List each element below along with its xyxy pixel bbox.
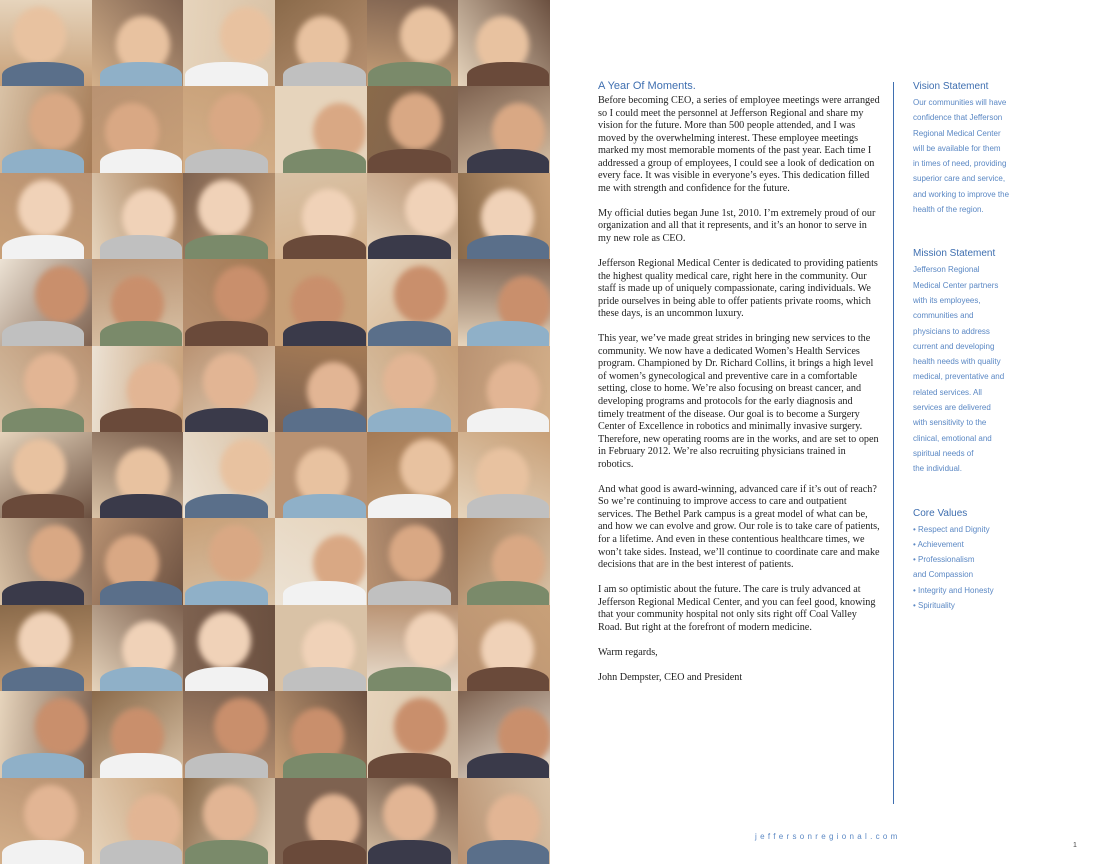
portrait-photo [0,86,92,172]
face-shape [29,525,82,582]
face-shape [13,7,66,64]
vision-heading: Vision Statement [913,81,989,92]
shoulders-shape [283,753,366,777]
face-shape [220,439,273,496]
portrait-photo [458,173,550,259]
shoulders-shape [185,62,267,86]
shoulders-shape [368,667,451,691]
shoulders-shape [368,235,451,259]
face-shape [24,353,77,410]
portrait-photo [92,173,184,259]
portrait-photo [92,691,184,777]
portrait-photo [275,691,367,777]
shoulders-shape [368,840,451,864]
face-shape [209,525,262,582]
ceo-letter [598,80,880,697]
face-shape [35,698,88,755]
shoulders-shape [467,494,549,518]
shoulders-shape [100,235,183,259]
portrait-photo [367,0,459,86]
shoulders-shape [100,667,183,691]
face-shape [400,7,453,64]
face-shape [35,266,88,323]
portrait-photo [275,346,367,432]
portrait-photo [458,518,550,604]
portrait-photo [92,518,184,604]
shoulders-shape [100,753,183,777]
face-shape [24,785,77,842]
core-value-item: • Respect and Dignity [913,524,990,534]
portrait-photo [0,778,92,864]
shoulders-shape [100,581,183,605]
shoulders-shape [100,494,183,518]
shoulders-shape [185,753,267,777]
portrait-photo [458,346,550,432]
letter-paragraph: Jefferson Regional Medical Center is dedicated to providing patients the highest quality medical care, right here in the community. Our staff is made up of uniquely compassionate, caring individuals. We pride ourselves in being able to offer patients private rooms, which these days, is an uncommon luxury. [598,258,878,320]
shoulders-shape [2,149,84,173]
portrait-photo [92,432,184,518]
portrait-photo [275,605,367,691]
portrait-photo [275,518,367,604]
portrait-photo [183,605,275,691]
face-shape [405,612,458,669]
portrait-photo [92,0,184,86]
shoulders-shape [2,667,84,691]
portrait-photo [183,518,275,604]
portrait-photo [183,432,275,518]
portrait-photo [0,691,92,777]
shoulders-shape [283,62,366,86]
shoulders-shape [467,840,549,864]
shoulders-shape [2,235,84,259]
shoulders-shape [368,753,451,777]
portrait-photo [367,691,459,777]
shoulders-shape [2,753,84,777]
shoulders-shape [283,408,366,432]
shoulders-shape [2,62,84,86]
face-shape [198,180,251,237]
face-shape [389,93,442,150]
portrait-photo [0,605,92,691]
shoulders-shape [467,408,549,432]
portrait-photo [0,518,92,604]
face-shape [383,785,436,842]
portrait-photo [92,778,184,864]
shoulders-shape [467,667,549,691]
portrait-photo [183,259,275,345]
shoulders-shape [2,494,84,518]
face-shape [198,612,251,669]
shoulders-shape [283,667,366,691]
face-shape [203,353,256,410]
portrait-photo [367,605,459,691]
letter-closing: Warm regards, [598,646,658,658]
face-shape [13,439,66,496]
face-shape [389,525,442,582]
shoulders-shape [283,321,366,345]
shoulders-shape [100,840,183,864]
core-value-item: • Integrity and Honesty [913,585,994,595]
shoulders-shape [368,149,451,173]
portrait-photo [275,173,367,259]
portrait-photo [92,346,184,432]
core-values-heading: Core Values [913,507,968,519]
core-value-item: • Achievement [913,539,964,549]
portrait-photo [275,259,367,345]
face-shape [209,93,262,150]
letter-paragraph: And what good is award-winning, advanced care if it’s out of reach? So we’re continuing to improve access to care and outpatient services. The Bethel Park campus is a great model of what can be, and how we can evolve and grow. Our role is to take care of patients, for a lifetime. And even in these contentious healthcare times, we won’t take sides. Instead, we’ll continue to coordinate care and make decisions that are in the best interest of patients. [598,483,880,571]
shoulders-shape [185,321,267,345]
portrait-photo [367,259,459,345]
shoulders-shape [368,408,451,432]
portrait-photo [367,173,459,259]
shoulders-shape [185,235,267,259]
footer-url: jeffersonregional.com [755,832,901,841]
face-shape [29,93,82,150]
shoulders-shape [185,408,267,432]
portrait-photo [92,605,184,691]
shoulders-shape [100,149,183,173]
portrait-photo [458,691,550,777]
portrait-photo [183,346,275,432]
face-shape [400,439,453,496]
shoulders-shape [2,321,84,345]
shoulders-shape [368,581,451,605]
core-value-item: • Spirituality [913,601,955,611]
portrait-photo [367,432,459,518]
portrait-photo [458,432,550,518]
face-shape [220,7,273,64]
portrait-photo [0,173,92,259]
shoulders-shape [467,321,549,345]
portrait-photo [367,86,459,172]
shoulders-shape [368,62,451,86]
shoulders-shape [100,62,183,86]
shoulders-shape [467,235,549,259]
letter-paragraph: My official duties began June 1st, 2010. I’m extremely proud of our organization and all that it represents, and it’s an honor to serve in my new role as CEO. [598,207,876,244]
shoulders-shape [185,494,267,518]
portrait-photo [275,432,367,518]
portrait-photo [92,259,184,345]
face-shape [383,353,436,410]
portrait-photo [458,259,550,345]
face-shape [214,698,267,755]
portrait-photo [367,778,459,864]
face-shape [18,180,71,237]
portrait-photo [458,0,550,86]
portrait-photo [183,86,275,172]
portrait-photo [458,605,550,691]
letter-paragraph: I am so optimistic about the future. The care is truly advanced at Jefferson Regional Medical Center, and you can feel good, knowing that your community hospital not only sits right off Coal Valley Road. But right at the forefront of modern medicine. [598,584,876,633]
face-shape [214,266,267,323]
portrait-photo [367,518,459,604]
face-shape [405,180,458,237]
shoulders-shape [467,581,549,605]
portrait-photo [0,259,92,345]
portrait-photo [183,778,275,864]
shoulders-shape [100,408,183,432]
column-divider [893,82,894,804]
portrait-photo [92,86,184,172]
portrait-photo [367,346,459,432]
mission-section [913,247,1031,476]
shoulders-shape [467,149,549,173]
shoulders-shape [368,321,451,345]
portrait-photo [458,778,550,864]
shoulders-shape [283,494,366,518]
shoulders-shape [2,408,84,432]
shoulders-shape [368,494,451,518]
portrait-photo [0,432,92,518]
shoulders-shape [283,840,366,864]
portrait-photo [183,173,275,259]
face-shape [394,266,447,323]
face-shape [18,612,71,669]
vision-body: Our communities will have confidence that Jefferson Regional Medical Center will be available for them in times of need, providing superior care and service, and working to improve the health of the region. [913,98,1010,215]
portrait-photo [458,86,550,172]
portrait-photo [275,778,367,864]
shoulders-shape [283,235,366,259]
portrait-photo [0,0,92,86]
mission-body: Jefferson Regional Medical Center partners with its employees, communities and physicians to address current and developing health needs with quality medical, preventative and related services. All services are delivered with sensitivity to the clinical, emotional and spiritual needs of the individual. [913,265,1005,474]
face-shape [203,785,256,842]
letter-paragraph: This year, we’ve made great strides in bringing new services to the community. We now have a dedicated Women’s Health Services program. Championed by Dr. Richard Collins, it brings a high level of women’s gynecological and preventive care in a comfortable setting, close to home. We’re also focusing on breast cancer, and developing programs and protocols for the early diagnosis and timely treatment of the disease. Our goal is to become a Surgery Center of Excellence in robotics and minimally invasive surgery. Therefore, new operating rooms are in the works, and are set to open in February 2012. We’re also recruiting physicians trained in robotics. [598,333,879,470]
letter-signature: John Dempster, CEO and President [598,671,743,683]
shoulders-shape [2,840,84,864]
shoulders-shape [467,62,549,86]
shoulders-shape [185,149,267,173]
shoulders-shape [283,149,366,173]
core-value-item: • Professionalism and Compassion [913,555,975,580]
shoulders-shape [185,581,267,605]
mission-heading: Mission Statement [913,248,996,260]
core-values-section [913,507,1031,614]
portrait-photo [183,0,275,86]
vision-section [913,80,1031,217]
shoulders-shape [185,667,267,691]
shoulders-shape [467,753,549,777]
shoulders-shape [100,321,183,345]
letter-paragraph: Before becoming CEO, a series of employee meetings were arranged so I could meet the personnel at Jefferson Regional and share my vision for the future. More than 500 people attended, and I was moved by the overwhelming interest. These employee meetings marked my most memorable moments of the past year. Each time I addressed a group of employees, I could see a look of dedication on every face. It was visible in everyone’s eyes. This dedication filled me with strength and confidence for the future. [598,95,880,194]
shoulders-shape [283,581,366,605]
sidebar [913,80,1031,613]
face-shape [394,698,447,755]
portrait-photo [183,691,275,777]
shoulders-shape [185,840,267,864]
portrait-photo [275,86,367,172]
portrait-photo [0,346,92,432]
page-number: 1 [1073,842,1077,849]
portrait-photo [275,0,367,86]
letter-title: A Year Of Moments. [598,80,696,92]
shoulders-shape [2,581,84,605]
